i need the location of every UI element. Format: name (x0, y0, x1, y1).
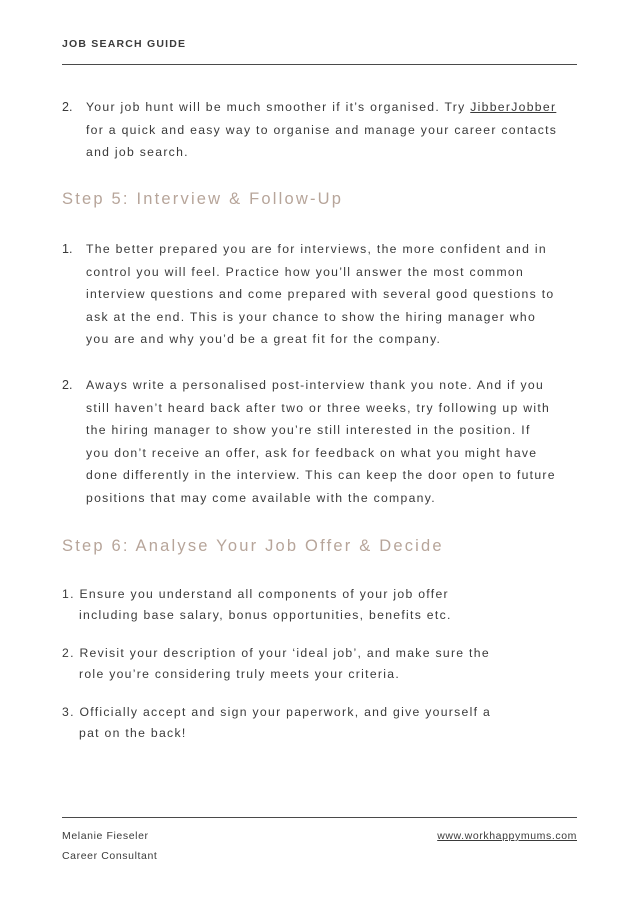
list-text: positions that may come available with the company. (86, 490, 436, 505)
list-text: including base salary, bonus opportunities, benefits etc. (79, 608, 452, 622)
list-number: 2. (62, 646, 75, 660)
list-item (62, 702, 532, 744)
list-text: role you’re considering truly meets your criteria. (79, 667, 401, 681)
list-text: Your job hunt will be much smoother if it’s organised. Try (86, 100, 471, 114)
header-divider (62, 64, 577, 65)
footer-author (62, 826, 157, 866)
footer-divider (62, 817, 577, 818)
page-header-title: JOB SEARCH GUIDE (62, 38, 187, 50)
list-item (62, 643, 532, 685)
list-item (62, 238, 582, 351)
list-text: control you will feel. Practice how you’ll answer the most common (86, 264, 525, 279)
list-text: Aways write a personalised post-interview thank you note. And if you (86, 378, 545, 392)
list-number: 3. (62, 705, 75, 719)
list-text: you don’t receive an offer, ask for feedback on what you might have (86, 445, 538, 460)
list-text: done differently in the interview. This can keep the door open to future (86, 468, 556, 482)
list-number: 2. (62, 378, 73, 392)
list-number: 1. (62, 242, 73, 256)
list-item (62, 374, 582, 509)
list-item (62, 96, 582, 164)
list-text: Revisit your description of your ‘ideal job’, and make sure the (79, 646, 490, 660)
list-text: and job search. (86, 145, 189, 159)
list-text: ask at the end. This is your chance to show the hiring manager who (86, 309, 537, 324)
list-number: 2. (62, 100, 73, 114)
jibberjobber-link[interactable]: JibberJobber (470, 100, 557, 114)
list-text: still haven’t heard back after two or three weeks, try following up with (86, 400, 551, 415)
author-role: Career Consultant (62, 850, 158, 862)
list-text: pat on the back! (79, 726, 187, 740)
author-name: Melanie Fieseler (62, 830, 149, 842)
list-text: interview questions and come prepared with several good questions to (86, 287, 555, 301)
list-text: the hiring manager to show you’re still interested in the position. If (86, 423, 531, 437)
list-text: Ensure you understand all components of your job offer (79, 587, 449, 601)
list-number: 1. (62, 587, 75, 601)
list-text: Officially accept and sign your paperwork, and give yourself a (79, 705, 492, 719)
list-text: you are and why you’d be a great fit for the company. (86, 332, 442, 346)
website-link[interactable]: www.workhappymums.com (437, 830, 577, 842)
list-item (62, 584, 532, 626)
section-heading: Step 5: Interview & Follow-Up (62, 190, 344, 208)
section-heading: Step 6: Analyse Your Job Offer & Decide (62, 537, 444, 555)
list-text: The better prepared you are for interviews, the more confident and in (86, 242, 547, 256)
list-text: for a quick and easy way to organise and manage your career contacts (86, 122, 558, 137)
